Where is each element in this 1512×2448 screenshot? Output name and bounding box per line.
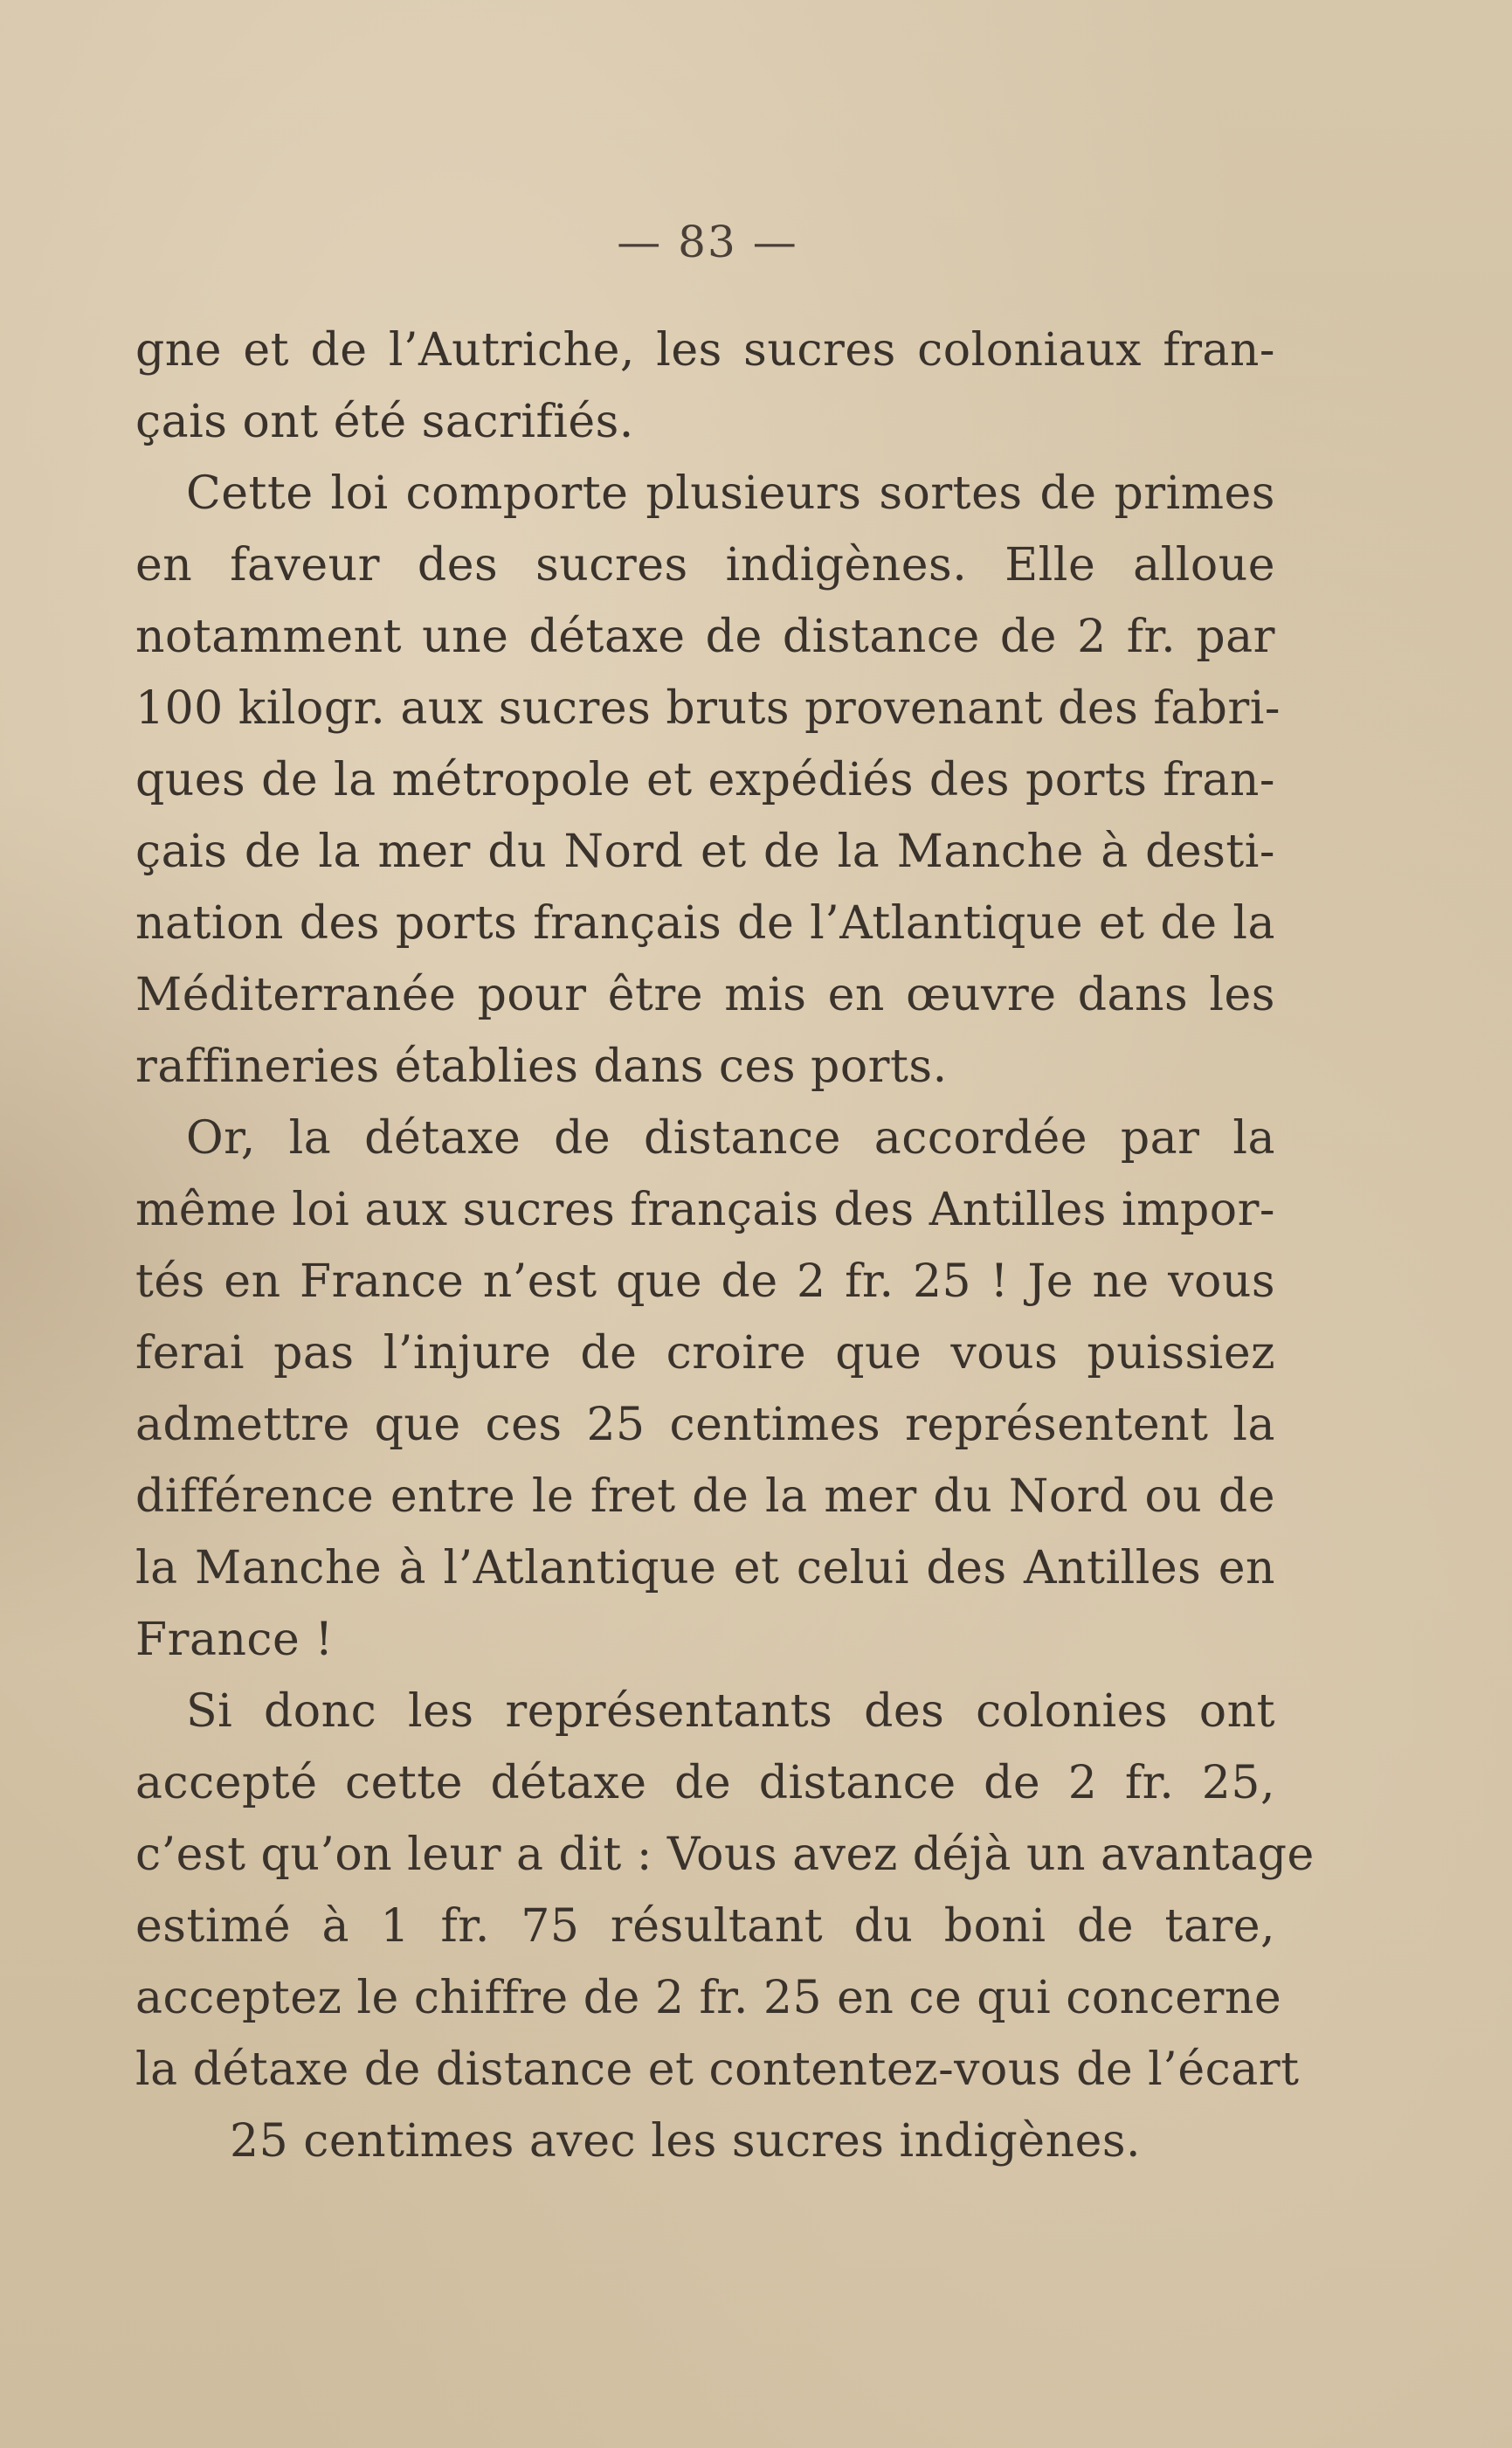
text-line: çais de la mer du Nord et de la Manche à desti- [135,826,1275,878]
page-number: — 83 — [617,217,798,267]
text-line: 100 kilogr. aux sucres bruts provenant des fabri- [135,682,1281,735]
text-line: ferai pas l’injure de croire que vous puissiez [135,1327,1275,1380]
text-line: tés en France n’est que de 2 fr. 25 ! Je ne vous [135,1255,1275,1308]
text-line: acceptez le chiffre de 2 fr. 25 en ce qui concerne [135,1972,1282,2024]
text-line: nation des ports français de l’Atlantique et de la [135,897,1275,950]
text-line: 25 centimes avec les sucres indigènes. [230,2115,1142,2168]
text-line: différence entre le fret de la mer du Nord ou de [135,1470,1275,1523]
text-line: çais ont été sacrifiés. [135,396,634,448]
text-line: gne et de l’Autriche, les sucres coloniaux fran- [135,324,1275,377]
text-line: c’est qu’on leur a dit : Vous avez déjà un avantage [135,1829,1315,1881]
text-line: Or, la détaxe de distance accordée par la [186,1112,1275,1165]
text-line: la Manche à l’Atlantique et celui des Antilles en [135,1542,1275,1594]
text-line: Méditerranée pour être mis en œuvre dans les [135,969,1275,1021]
text-line: estimé à 1 fr. 75 résultant du boni de tare, [135,1900,1275,1953]
text-line: Si donc les représentants des colonies ont [186,1685,1275,1738]
body-text [135,315,1315,2177]
text-line: notamment une détaxe de distance de 2 fr. par [135,611,1275,663]
text-line: ques de la métropole et expédiés des ports fran- [135,754,1275,806]
text-line: la détaxe de distance et contentez-vous de l’écart [135,2043,1300,2096]
text-line: en faveur des sucres indigènes. Elle alloue [135,539,1275,591]
text-line: même loi aux sucres français des Antilles impor- [135,1184,1275,1236]
text-line: admettre que ces 25 centimes représentent la [135,1399,1275,1451]
text-line: accepté cette détaxe de distance de 2 fr. 25, [135,1757,1275,1809]
text-line: France ! [135,1614,334,1666]
text-line: raffineries établies dans ces ports. [135,1041,948,1093]
text-line: Cette loi comporte plusieurs sortes de primes [186,467,1275,520]
